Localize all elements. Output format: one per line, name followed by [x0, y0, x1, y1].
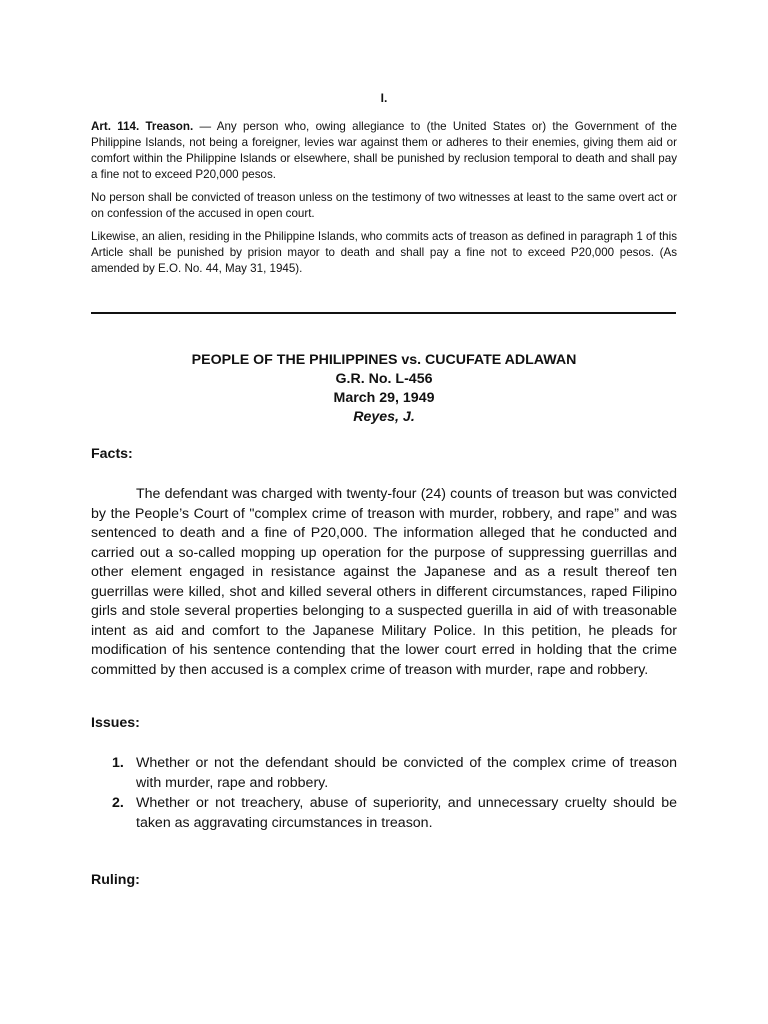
issue-text: Whether or not the defendant should be convicted of the complex crime of treason with murder, rape and robbery.	[136, 755, 677, 791]
article-paragraph-2: No person shall be convicted of treason unless on the testimony of two witnesses at least to the same overt act or on confession of the accused in open court.	[91, 191, 677, 220]
issue-number: 2.	[112, 795, 124, 811]
issues-heading: Issues:	[91, 715, 140, 731]
issues-list	[91, 754, 677, 834]
case-date: March 29, 1949	[333, 390, 435, 406]
article-paragraph-1	[91, 119, 677, 183]
issue-item	[91, 754, 677, 793]
section-numeral: I.	[380, 91, 388, 105]
case-title: PEOPLE OF THE PHILIPPINES vs. CUCUFATE ADLAWAN	[191, 352, 577, 368]
issue-item	[91, 794, 677, 833]
ruling-heading: Ruling:	[91, 872, 140, 888]
article-114-block	[91, 119, 677, 284]
horizontal-divider	[91, 312, 676, 314]
article-heading: Art. 114. Treason.	[91, 120, 194, 133]
case-ponente: Reyes, J.	[353, 409, 415, 425]
facts-heading: Facts:	[91, 446, 133, 462]
case-header	[0, 351, 768, 427]
facts-body: The defendant was charged with twenty-four (24) counts of treason but was convicted by the People’s Court of "complex crime of treason with murder, robbery, and rape” and was sentenced to death and a fine of P20,000. The information alleged that he conducted and carried out a so-called mopping up operation for the purpose of suppressing guerrillas and other element engaged in resistance against the Japanese and as a result thereof ten guerrillas were killed, shot and killed several others in different circumstances, raped Filipino girls and stole several properties belonging to a suspected guerilla in aid of with treasonable intent as aid and comfort to the Japanese Military Police. In this petition, he pleads for modification of his sentence contending that the lower court erred in holding that the crime committed by then accused is a complex crime of treason with murder, rape and robbery.	[91, 486, 677, 678]
article-paragraph-3: Likewise, an alien, residing in the Philippine Islands, who commits acts of treason as defined in paragraph 1 of this Article shall be punished by prision mayor to death and shall pay a fine not to exceed P20,000 pesos. (As amended by E.O. No. 44, May 31, 1945).	[91, 230, 677, 275]
article-paragraph-1-text: — Any person who, owing allegiance to (the United States or) the Government of the Philippine Islands, not being a foreigner, levies war against them or adheres to their enemies, giving them aid or comfort within the Philippine Islands or elsewhere, shall be punished by reclusion temporal to death and shall pay a fine not to exceed P20,000 pesos.	[91, 120, 677, 181]
case-gr-number: G.R. No. L-456	[335, 371, 433, 387]
issue-text: Whether or not treachery, abuse of superiority, and unnecessary cruelty should be taken as aggravating circumstances in treason.	[136, 795, 677, 831]
issue-number: 1.	[112, 755, 124, 771]
